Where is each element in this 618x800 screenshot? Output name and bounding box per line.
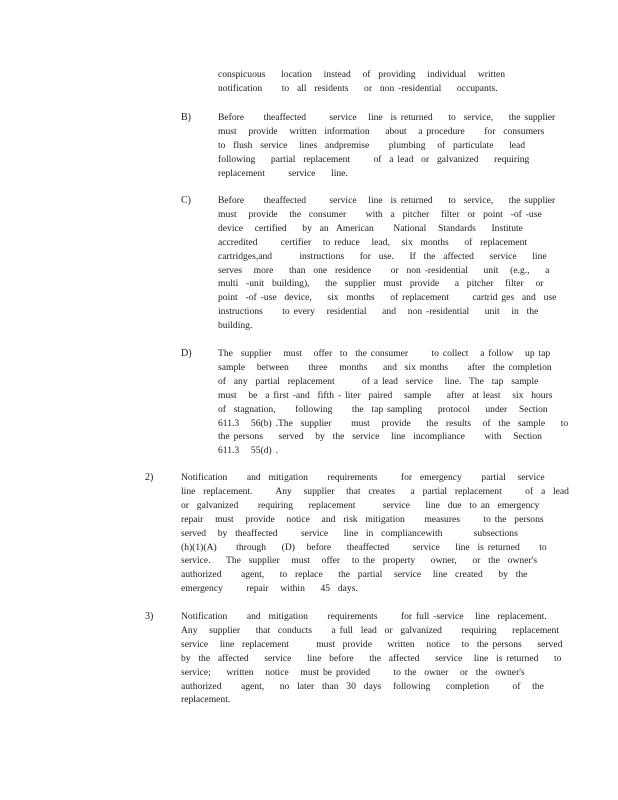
text-line: sample between three months and six months after the completion — [218, 361, 552, 373]
text-line: repair must provide notice and risk mitigation measures to the persons — [181, 513, 544, 525]
continuation-paragraph — [218, 68, 504, 96]
item-label-c: C) — [181, 195, 191, 206]
text-line: serves more than one residence or non -residential unit (e.g., a — [218, 264, 550, 276]
text-line: must be a first -and fifth - liter paired sample after at least six hours — [218, 389, 553, 401]
text-line: Before theaffected service line is returned to service, the supplier — [218, 195, 556, 206]
text-line: following partial replacement of a lead or galvanized requiring — [218, 153, 530, 165]
text-line: Notification and mitigation requirements for emergency partial service — [181, 472, 545, 483]
text-line: (h)(1)(A) through (D) before theaffected service line is returned to — [181, 541, 547, 553]
text-line: 611.3 55(d) . — [218, 445, 279, 457]
text-line: The supplier must offer to the consumer to collect a follow up tap — [218, 348, 551, 359]
text-line: instructions to every residential and non -residential unit in the — [218, 306, 539, 318]
text-line: accredited certifier to reduce lead, six months of replacement — [218, 236, 528, 248]
text-line: authorized agent, no later than 30 days following completion of the — [181, 680, 544, 692]
text-line: Before theaffected service line is returned to service, the supplier — [218, 112, 556, 123]
section-2-paragraph — [181, 471, 569, 596]
item-label-b: B) — [181, 112, 191, 123]
text-line: building. — [218, 320, 253, 332]
text-line: the persons served by the service line incompliance with Section — [218, 431, 542, 443]
text-line: to flush service lines andpremise plumbing of particulate lead — [218, 139, 526, 151]
text-line: device certified by an American National Standards Institute — [218, 222, 523, 234]
text-line: Notification and mitigation requirements for full -service line replacement. — [181, 611, 547, 622]
section-label-2: 2) — [145, 472, 154, 483]
text-line: replacement. — [181, 694, 231, 706]
text-line: notification to all residents or non -residential occupants. — [218, 82, 498, 94]
text-line: must provide the consumer with a pitcher filter or point -of -use — [218, 208, 542, 220]
text-line: service; written notice must be provided to the owner or the owner's — [181, 666, 525, 678]
text-line: of any partial replacement of a lead service line. The tap sample — [218, 375, 539, 387]
item-label-d: D) — [181, 348, 192, 359]
text-line: 611.3 56(b) .The supplier must provide the results of the sample to — [218, 417, 569, 429]
text-line: service line replacement must provide written notice to the persons served — [181, 638, 563, 650]
text-line: served by theaffected service line in compliancewith subsections — [181, 527, 518, 539]
text-line: service. The supplier must offer to the property owner, or the owner's — [181, 555, 538, 567]
text-line: cartridges,and instructions for use. If the affected service line — [218, 250, 547, 262]
text-line: by the affected service line before the affected service line is returned to — [181, 652, 562, 664]
section-label-3: 3) — [145, 611, 154, 622]
text-line: or galvanized requiring replacement service line due to an emergency — [181, 499, 540, 511]
text-line: multi -unit building), the supplier must provide a pitcher filter or — [218, 278, 544, 290]
text-line: point -of -use device, six months of replacement cartrid ges and use — [218, 292, 557, 304]
text-line: replacement service line. — [218, 167, 348, 179]
text-line: authorized agent, to replace the partial service line created by the — [181, 569, 528, 581]
section-3-paragraph — [181, 610, 563, 707]
item-c-paragraph — [218, 194, 557, 333]
text-line: of stagnation, following the tap sampling protocol under Section — [218, 403, 548, 415]
text-line: emergency repair within 45 days. — [181, 583, 358, 595]
text-line: must provide written information about a procedure for consumers — [218, 125, 545, 137]
item-d-paragraph — [218, 347, 569, 458]
item-b-paragraph — [218, 111, 556, 181]
text-line: Any supplier that conducts a full lead or galvanized requiring replacement — [181, 624, 560, 636]
text-line: conspicuous location instead of providing individual written — [218, 69, 506, 80]
text-line: line replacement. Any supplier that creates a partial replacement of a lead — [181, 485, 569, 497]
